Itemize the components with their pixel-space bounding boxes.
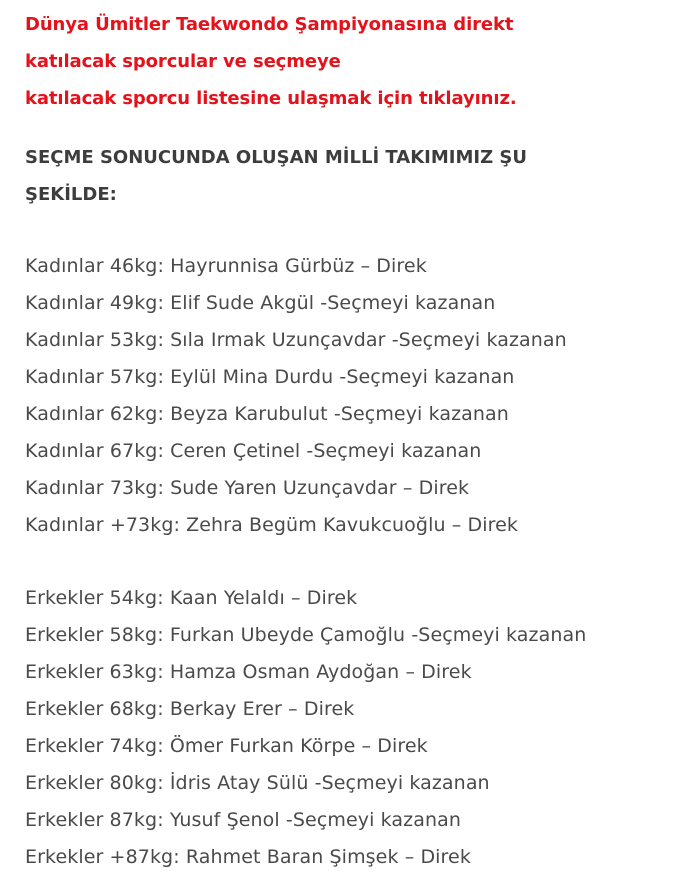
athlete-list-link[interactable]	[25, 6, 680, 117]
roster-entry-men-63: Erkekler 63kg: Hamza Osman Aydoğan – Direk	[25, 661, 472, 683]
women-roster	[25, 248, 685, 544]
roster-entry-men-74: Erkekler 74kg: Ömer Furkan Körpe – Direk	[25, 735, 428, 757]
men-roster	[25, 580, 685, 876]
roster-entry-men-68: Erkekler 68kg: Berkay Erer – Direk	[25, 698, 355, 720]
link-text-line[interactable]: katılacak sporcu listesine ulaşmak için tıklayınız.	[25, 88, 517, 109]
roster-entry-women-53: Kadınlar 53kg: Sıla Irmak Uzunçavdar -Seçmeyi kazanan	[25, 329, 567, 351]
roster-entry-women-46: Kadınlar 46kg: Hayrunnisa Gürbüz – Direk	[25, 255, 427, 277]
roster-entry-men-54: Erkekler 54kg: Kaan Yelaldı – Direk	[25, 587, 358, 609]
roster-entry-men-87: Erkekler 87kg: Yusuf Şenol -Seçmeyi kazanan	[25, 809, 461, 831]
team-heading	[25, 139, 665, 213]
roster-entry-women-plus73: Kadınlar +73kg: Zehra Begüm Kavukcuoğlu – Direk	[25, 514, 518, 536]
link-text-line[interactable]: Dünya Ümitler Taekwondo Şampiyonasına direkt	[25, 14, 514, 35]
roster-entry-women-57: Kadınlar 57kg: Eylül Mina Durdu -Seçmeyi kazanan	[25, 366, 515, 388]
heading-line: ŞEKİLDE:	[25, 184, 117, 205]
roster-entry-women-62: Kadınlar 62kg: Beyza Karubulut -Seçmeyi kazanan	[25, 403, 509, 425]
heading-line: SEÇME SONUCUNDA OLUŞAN MİLLİ TAKIMIMIZ ŞU	[25, 147, 527, 168]
roster-entry-men-80: Erkekler 80kg: İdris Atay Sülü -Seçmeyi kazanan	[25, 772, 490, 794]
roster-entry-men-plus87: Erkekler +87kg: Rahmet Baran Şimşek – Direk	[25, 846, 471, 868]
roster-entry-women-73: Kadınlar 73kg: Sude Yaren Uzunçavdar – Direk	[25, 477, 470, 499]
roster-entry-women-49: Kadınlar 49kg: Elif Sude Akgül -Seçmeyi kazanan	[25, 292, 496, 314]
roster-entry-women-67: Kadınlar 67kg: Ceren Çetinel -Seçmeyi kazanan	[25, 440, 482, 462]
roster-entry-men-58: Erkekler 58kg: Furkan Ubeyde Çamoğlu -Seçmeyi kazanan	[25, 624, 587, 646]
link-text-line[interactable]: katılacak sporcular ve seçmeye	[25, 51, 341, 72]
